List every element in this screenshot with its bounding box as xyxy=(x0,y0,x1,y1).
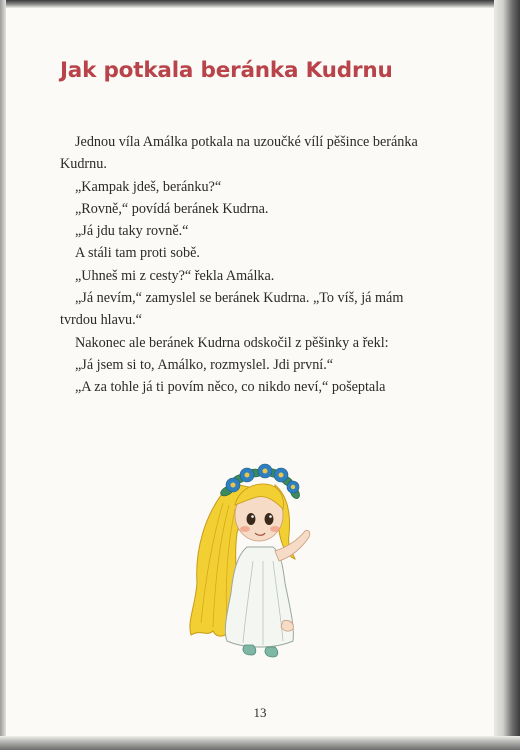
story-text xyxy=(60,131,435,399)
paragraph: „Já nevím,“ zamyslel se beránek Kudrna. „To víš, já mám tvrdou hlavu.“ xyxy=(60,290,404,329)
fairy-shoe-right xyxy=(265,647,278,657)
eye-highlight xyxy=(251,515,254,518)
fairy-eye-right xyxy=(265,513,274,525)
paragraph: „Já jsem si to, Amálko, rozmyslel. Jdi první.“ xyxy=(75,356,334,373)
scan-edge-bottom xyxy=(0,736,520,750)
paragraph: Jednou víla Amálka potkala na uzoučké vílí pěšince beránka Kudrnu. xyxy=(60,134,418,173)
scan-edge-right xyxy=(494,0,520,750)
fairy-illustration xyxy=(183,443,333,665)
paragraph: A stáli tam proti sobě. xyxy=(75,245,200,262)
paragraph: „Kampak jdeš, beránku?“ xyxy=(75,178,222,195)
eye-highlight xyxy=(269,515,272,518)
paragraph: „A za tohle já ti povím něco, co nikdo neví,“ pošeptala xyxy=(75,379,386,396)
paragraph: Nakonec ale beránek Kudrna odskočil z pěšinky a řekl: xyxy=(75,334,389,351)
paragraph: „Já jdu taky rovně.“ xyxy=(75,223,189,240)
fairy-eye-left xyxy=(247,513,256,525)
fairy-cheek-right xyxy=(270,526,280,532)
fairy-hand xyxy=(281,620,293,631)
chapter-title: Jak potkala beránka Kudrnu xyxy=(60,58,393,83)
fairy-shoe-left xyxy=(243,645,256,655)
fairy-cheek-left xyxy=(240,526,250,532)
paragraph: „Uhneš mi z cesty?“ řekla Amálka. xyxy=(75,267,275,284)
paragraph: „Rovně,“ povídá beránek Kudrna. xyxy=(75,200,269,217)
page-number: 13 xyxy=(253,705,267,720)
scan-edge-top xyxy=(0,0,520,8)
